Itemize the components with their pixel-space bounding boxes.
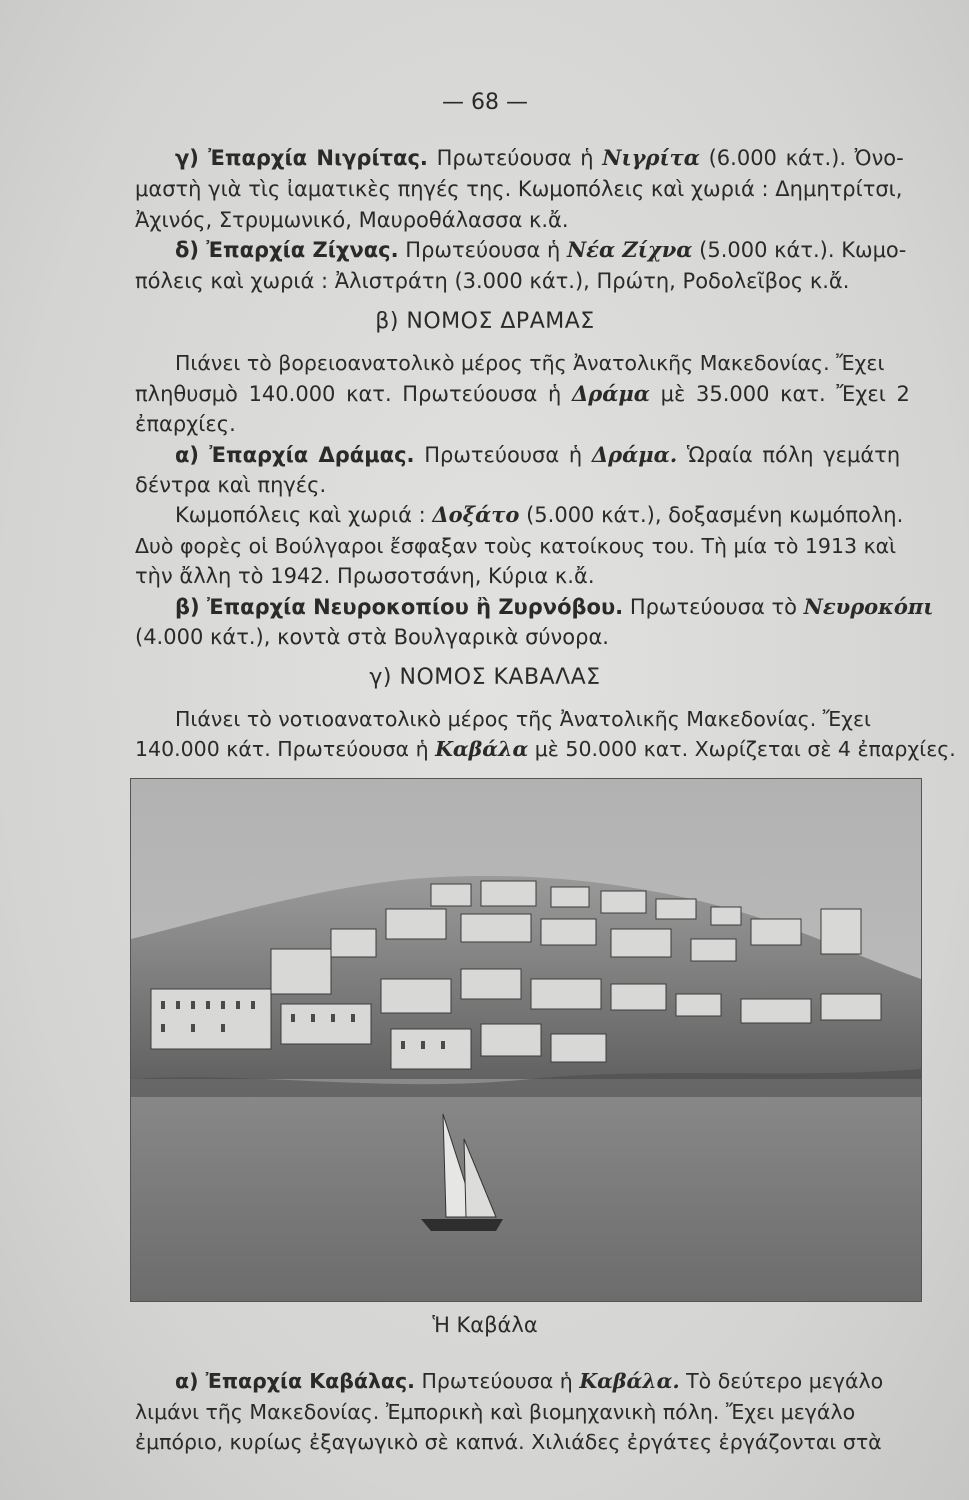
text-span: Τὸ δεύτερο μεγάλο (686, 1369, 884, 1393)
text-span: Πρωτεύουσα ἡ (436, 146, 594, 170)
kavala-prov-title: α) Ἐπαρχία Καβάλας. (175, 1369, 415, 1393)
drama-prov-line-1 (175, 440, 900, 470)
text-span: Ὡραία πόλη γεμάτη (686, 443, 901, 467)
text-span: Πρωτεύουσα ἡ (421, 1369, 573, 1393)
nevrokopi-title: β) Ἐπαρχία Νευροκοπίου ἢ Ζυρνόβου. (175, 595, 624, 619)
nevrokopi-line-2: (4.000 κάτ.), κοντὰ στὰ Βουλγαρικὰ σύνορα. (135, 625, 609, 649)
nigrita-title: γ) Ἐπαρχία Νιγρίτας. (175, 146, 428, 170)
text-span: (6.000 κάτ.). Ὀνο- (708, 146, 904, 170)
drama-prov-title: α) Ἐπαρχία Δράμας. (175, 443, 415, 467)
zichni-title: δ) Ἐπαρχία Ζίχνας. (175, 238, 399, 262)
kavala-photo-drawing (131, 779, 921, 1301)
doxato: Δοξάτο (432, 502, 520, 527)
kavala-prov-line-1 (175, 1366, 883, 1396)
kavala-intro-line-2 (135, 734, 956, 764)
drama-intro-line-3: ἐπαρχίες. (135, 412, 236, 436)
nigrita-line-3: Ἀχινός, Στρυμωνικό, Μαυροθάλασσα κ.ἄ. (135, 208, 569, 232)
text-span: (5.000 κάτ.). Κωμο- (699, 238, 907, 262)
text-span: μὲ 35.000 κατ. Ἔχει 2 (660, 382, 910, 406)
zichni-capital: Νέα Ζίχνα (566, 237, 693, 262)
drama-prov-line-5: τὴν ἄλλη τὸ 1942. Πρωσοτσάνη, Κύρια κ.ἄ. (135, 564, 595, 588)
text-span: πληθυσμὸ 140.000 κατ. Πρωτεύουσα ἡ (135, 382, 562, 406)
zichni-line-1 (175, 235, 906, 265)
text-span: Κωμοπόλεις καὶ χωριά : (175, 503, 426, 527)
zichni-line-2: πόλεις καὶ χωριά : Ἀλιστράτη (3.000 κάτ.), Πρώτη, Ροδολεῖβος κ.ἄ. (135, 269, 850, 293)
kavala-capital: Καβάλα (435, 737, 529, 761)
kavala-intro-line-1: Πιάνει τὸ νοτιοανατολικὸ μέρος τῆς Ἀνατολικῆς Μακεδονίας. Ἔχει (175, 707, 871, 731)
text-span: Πρωτεύουσα τὸ (629, 595, 797, 619)
kavala-photo (130, 778, 922, 1302)
kavala-prov-line-3: ἐμπόριο, κυρίως ἐξαγωγικὸ σὲ καπνά. Χιλιάδες ἐργάτες ἐργάζονται στὰ (135, 1430, 882, 1454)
drama-capital: Δράμα (571, 381, 650, 406)
kavala-prov-line-2: λιμάνι τῆς Μακεδονίας. Ἐμπορικὴ καὶ βιομηχανικὴ πόλη. Ἔχει μεγάλο (135, 1400, 856, 1424)
photo-caption: Ἡ Καβάλα (432, 1313, 538, 1337)
text-span: Πρωτεύουσα ἡ (405, 238, 561, 262)
text-span: μὲ 50.000 κατ. Χωρίζεται σὲ 4 ἐπαρχίες. (534, 737, 956, 761)
sea (131, 1079, 921, 1301)
text-span: 140.000 κάτ. Πρωτεύουσα ἡ (135, 737, 429, 761)
drama-prov-line-2: δέντρα καὶ πηγές. (135, 473, 327, 497)
nevrokopi-capital: Νευροκόπι (803, 594, 934, 619)
text-span: (5.000 κάτ.), δοξασμένη κωμόπολη. (526, 503, 904, 527)
nigrita-line-2: μαστὴ γιὰ τὶς ἰαματικὲς πηγές της. Κωμοπόλεις καὶ χωριά : Δημητρίτσι, (135, 177, 903, 201)
drama-intro-line-1: Πιάνει τὸ βορειοανατολικὸ μέρος τῆς Ἀνατολικῆς Μακεδονίας. Ἔχει (175, 351, 885, 375)
drama-intro-line-2 (135, 379, 910, 409)
page-number: — 68 — (442, 90, 528, 115)
nigrita-capital: Νιγρίτα (602, 145, 700, 170)
drama-prov-line-3 (175, 500, 903, 530)
drama-heading: β) ΝΟΜΟΣ ΔΡΑΜΑΣ (375, 309, 595, 334)
kavala-heading: γ) ΝΟΜΟΣ ΚΑΒΑΛΑΣ (369, 665, 601, 690)
kavala-prov-capital: Καβάλα. (579, 1369, 680, 1393)
nevrokopi-line-1 (175, 592, 933, 622)
text-span: Πρωτεύουσα ἡ (424, 443, 583, 467)
nigrita-line-1 (175, 143, 904, 173)
drama-prov-capital: Δράμα. (591, 442, 678, 467)
drama-prov-line-4: Δυὸ φορὲς οἱ Βούλγαροι ἔσφαξαν τοὺς κατοίκους του. Τὴ μία τὸ 1913 καὶ (135, 534, 897, 558)
